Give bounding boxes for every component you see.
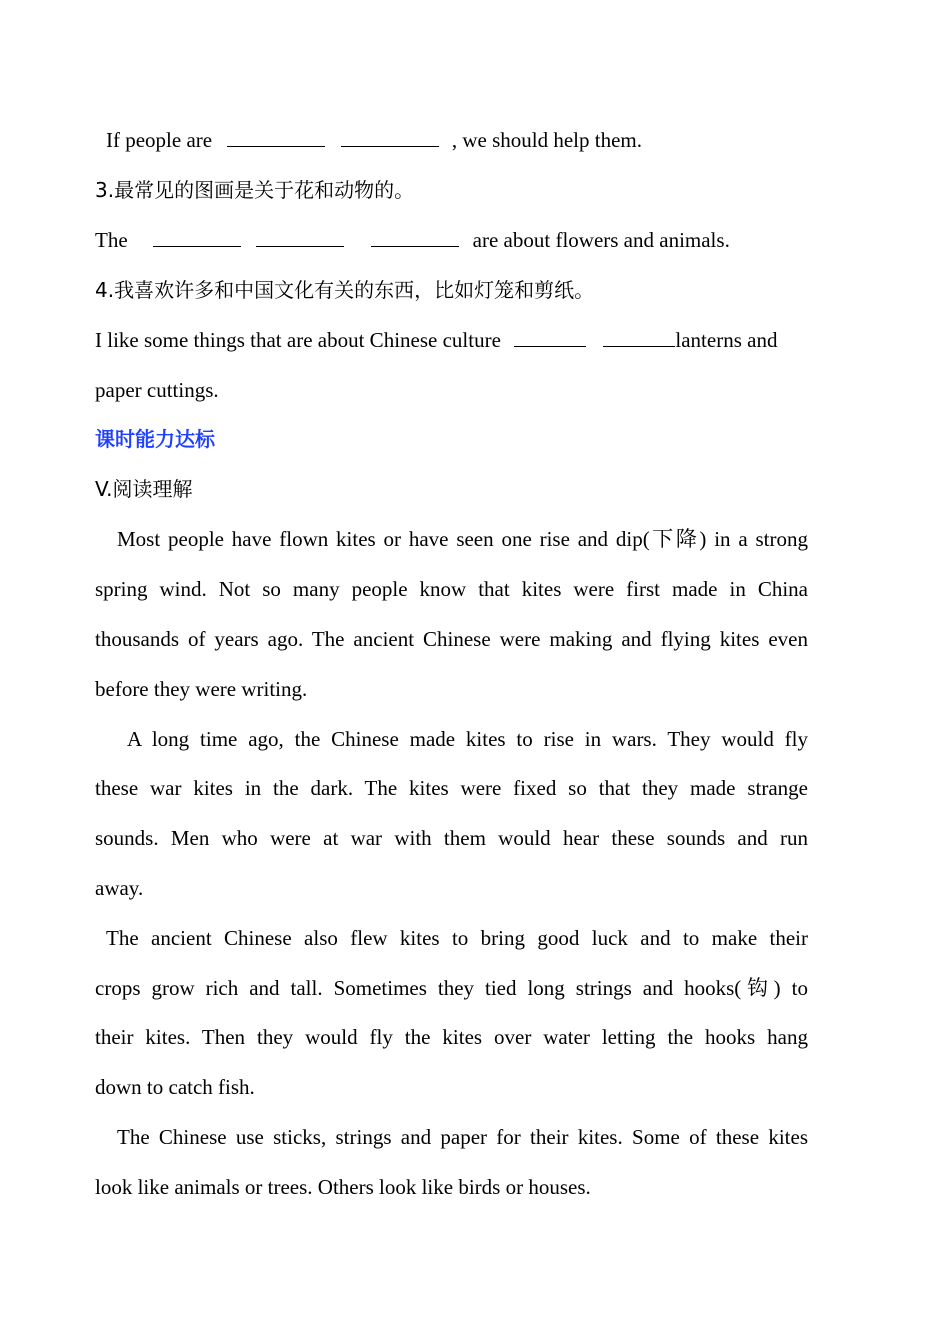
q4-prompt: 4.我喜欢许多和中国文化有关的东西，比如灯笼和剪纸。	[95, 278, 595, 302]
passage-line: before they were writing.	[95, 677, 308, 701]
passage-line: crops grow rich and tall. Sometimes they tied long strings and hooks(钩) to	[95, 976, 808, 1000]
q3-answer-line	[95, 226, 808, 254]
passage-line: away.	[95, 876, 144, 900]
passage-line: look like animals or trees. Others look like birds or houses.	[95, 1175, 591, 1199]
passage-line: spring wind. Not so many people know that kites were first made in China	[95, 577, 808, 601]
passage-line: their kites. Then they would fly the kites over water letting the hooks hang	[95, 1025, 808, 1049]
passage-line: sounds. Men who were at war with them would hear these sounds and run	[95, 826, 808, 850]
passage-line: Most people have flown kites or have seen one rise and dip(下降) in a strong	[117, 527, 808, 551]
passage-line: A long time ago, the Chinese made kites to rise in wars. They would fly	[127, 727, 808, 751]
q4-answer-suffix: lanterns and	[675, 328, 778, 352]
q2-answer-line	[95, 126, 808, 154]
q4-blank-1[interactable]	[514, 326, 586, 347]
q3-blank-2[interactable]	[256, 226, 344, 247]
q2-answer-prefix: If people are	[106, 128, 213, 152]
q4-answer-line-2: paper cuttings.	[95, 378, 219, 402]
q3-answer-prefix: The	[95, 228, 128, 252]
q3-answer-suffix: are about flowers and animals.	[472, 228, 730, 252]
q4-answer-line	[95, 326, 808, 354]
passage-line: The Chinese use sticks, strings and paper for their kites. Some of these kites	[117, 1125, 808, 1149]
passage-line: The ancient Chinese also flew kites to bring good luck and to make their	[106, 926, 808, 950]
q3-blank-3[interactable]	[371, 226, 459, 247]
passage-line: down to catch fish.	[95, 1075, 255, 1099]
q3-blank-1[interactable]	[153, 226, 241, 247]
q2-blank-2[interactable]	[341, 126, 439, 147]
q2-answer-suffix: , we should help them.	[451, 128, 642, 152]
q4-blank-2[interactable]	[603, 326, 675, 347]
passage-line: thousands of years ago. The ancient Chinese were making and flying kites even	[95, 627, 808, 651]
q4-answer-prefix: I like some things that are about Chinese culture	[95, 328, 501, 352]
passage-line: these war kites in the dark. The kites were fixed so that they made strange	[95, 776, 808, 800]
section-heading: 课时能力达标	[95, 427, 215, 451]
q3-prompt: 3.最常见的图画是关于花和动物的。	[95, 178, 415, 202]
part-title: V.阅读理解	[95, 477, 193, 501]
q2-blank-1[interactable]	[227, 126, 325, 147]
